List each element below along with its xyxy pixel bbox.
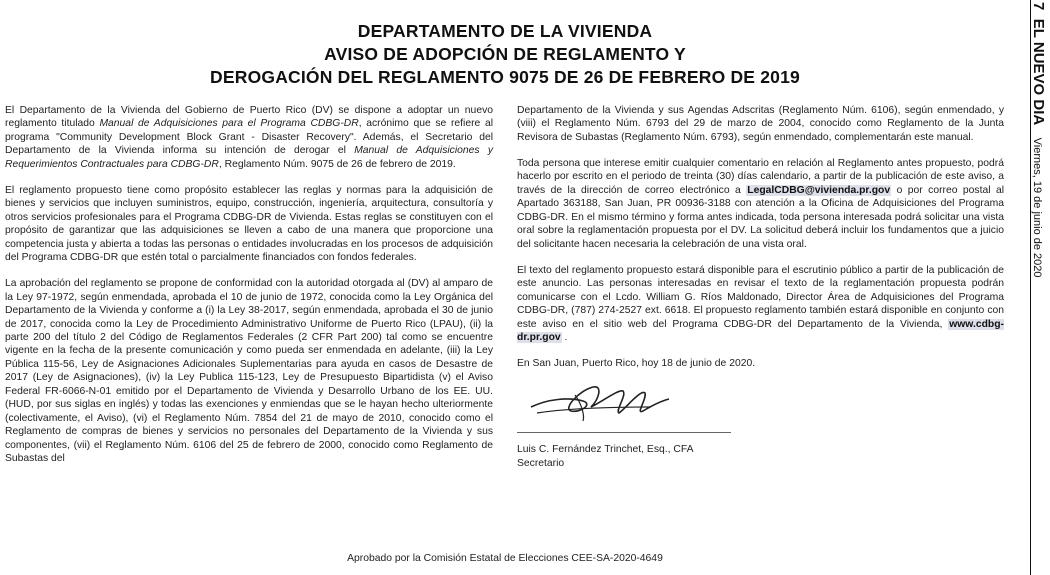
- signer-name: Luis C. Fernández Trinchet, Esq., CFA: [517, 444, 694, 456]
- heading-line-3: DEROGACIÓN DEL REGLAMENTO 9075 DE 26 DE FEBRERO DE 2019: [210, 67, 800, 87]
- manual-title: Manual de Adquisiciones para el Programa CDBG-DR: [99, 118, 359, 130]
- paragraph-comments: Toda persona que interese emitir cualquier comentario en relación al Reglamento antes propuesto, podrá hacerlo por escrito en el periodo de treinta (30) días calendario, a partir de la publicación de este aviso, a través de la dirección de correo electrónico a LegalCDBG@vivienda.pr.gov o por correo postal al Apartado 363188, San Juan, PR 00936-3188 con atención a la Oficina de Adquisiciones del Programa CDBG-DR. En el mismo término y forma antes indicada, toda persona interesada podrá solicitar una vista oral sobre la reglamentación propuesta por el DV. La solicitud deberá incluir los fundamentos que a juicio del solicitante hacen necesaria la celebración de una vista oral.: [517, 157, 1004, 250]
- paragraph-purpose: El reglamento propuesto tiene como propósito establecer las reglas y normas para la adquisición de bienes y servicios que incluyen suministros, equipo, construcción, ingeniería, arquitectura, consultoría y otros servicios profesionales para el Programa CDBG-DR de Vivienda. Estas reglas se constituyen con el propósito de garantizar que las adquisiciones se lleven a cabo de una manera que proporcione una competencia justa y abierta a todas las personas o entidades involucradas en los procesos de adquisición del Programa CDBG-DR que estén total o parcialmente financiados con fondos federales.: [5, 184, 493, 264]
- signature-image: [523, 377, 673, 425]
- repealed-manual-title: Manual de Adquisiciones y Requerimientos Contractuales para CDBG-DR: [5, 145, 493, 170]
- heading-line-1: DEPARTAMENTO DE LA VIVIENDA: [357, 21, 653, 41]
- paragraph-date: En San Juan, Puerto Rico, hoy 18 de junio de 2020.: [517, 358, 756, 370]
- signer-title: Secretario: [517, 457, 565, 469]
- paragraph-intro: El Departamento de la Vivienda del Gobierno de Puerto Rico (DV) se dispone a adoptar un nuevo reglamento titulado Manual de Adquisiciones para el Programa CDBG-DR, acrónimo que se refiere al programa "Community Development Block Grant - Disaster Recovery". Además, el Secretario del Departamento de la Vivienda informa su intención de derogar el Manual de Adquisiciones y Requerimientos Contractuales para CDBG-DR, Reglamento Núm. 9075 de 26 de febrero de 2019.: [5, 105, 493, 170]
- email-link[interactable]: LegalCDBG@vivienda.pr.gov: [747, 184, 891, 196]
- page-number: 7: [1030, 2, 1047, 11]
- signature-block: [517, 383, 1004, 443]
- newspaper-masthead: EL NUEVO DIA: [1030, 18, 1047, 126]
- signer: [517, 443, 1004, 470]
- signature-line: [517, 432, 731, 433]
- approval-footer: Aprobado por la Comisión Estatal de Elecciones CEE-SA-2020-4649: [347, 553, 663, 564]
- paragraph-availability: El texto del reglamento propuesto estará disponible para el escrutinio público a partir de la publicación de este anuncio. Las personas interesadas en revisar el texto de la reglamentación propuesta podrán comunicarse con el Lcdo. William G. Ríos Maldonado, Director Área de Adquisiciones del Programa CDBG-DR, (787) 274-2527 ext. 6618. El propuesto reglamento también estará disponible en conjunto con este aviso en el sitio web del Programa CDBG-DR del Departamento de la Vivienda, www.cdbg-dr.pr.gov .: [517, 264, 1004, 343]
- left-column: [5, 104, 493, 478]
- notice-heading: [0, 20, 1010, 89]
- paragraph-authority: La aprobación del reglamento se propone de conformidad con la autoridad otorgada al (DV) al amparo de la Ley 97-1972, según enmendada, aprobada el 10 de junio de 1972, conocida como la Ley Orgánica del Departamento de la Vivienda y conforme a (i) la Ley 38-2017, según enmendada, aprobada el 30 de junio de 2017, conocida como la Ley de Procedimiento Administrativo Uniforme de Puerto Rico (LPAU), (ii) la parte 200 del título 2 del Código de Reglamentos Federales (2 CFR Part 200) tal como se encuentre vigente en la fecha de la presente comunicación y como pueda ser enmendada en adelante, (iii) la Ley Pública 115-56, Ley de Asignaciones Adicionales Suplementarias para ayuda en casos de Desastre de 2017 (Ley de Asignaciones), (iv) la Ley Publica 115-123, Ley de Presupuesto Bipartidista (v) el Aviso Federal FR-6066-N-01 emitido por el Departamento de Vivienda y Desarrollo Urbano de los EE. UU. (HUD, por sus siglas en inglés) y todas las exenciones y enmiendas que se le hayan hecho ulteriormente (colectivamente, el Aviso), (vi) el Reglamento Núm. 7854 del 21 de mayo de 2010, conocido como el Reglamento de compras de bienes y servicios no personales del Departamento de la Vivienda y sus componentes, (vii) el Reglamento Núm. 6106 del 25 de febrero de 2000, conocido como Reglamento de Subastas del: [5, 278, 493, 465]
- paragraph-authority-continued: Departamento de la Vivienda y sus Agendas Adscritas (Reglamento Núm. 6106), según enmendado, y (viii) el Reglamento Núm. 6793 del 29 de marzo de 2004, conocido como Reglamento de la Junta Revisora de Subastas (Reglamento Núm. 6793), según enmendado, complementarán este manual.: [517, 105, 1004, 143]
- heading-line-2: AVISO DE ADOPCIÓN DE REGLAMENTO Y: [324, 44, 686, 64]
- website-link[interactable]: www.cdbg-dr.pr.gov: [517, 318, 1004, 343]
- page-margin-label: [1029, 2, 1047, 278]
- right-column: [517, 104, 1004, 470]
- publication-date: Viernes, 19 de junio de 2020: [1031, 137, 1043, 278]
